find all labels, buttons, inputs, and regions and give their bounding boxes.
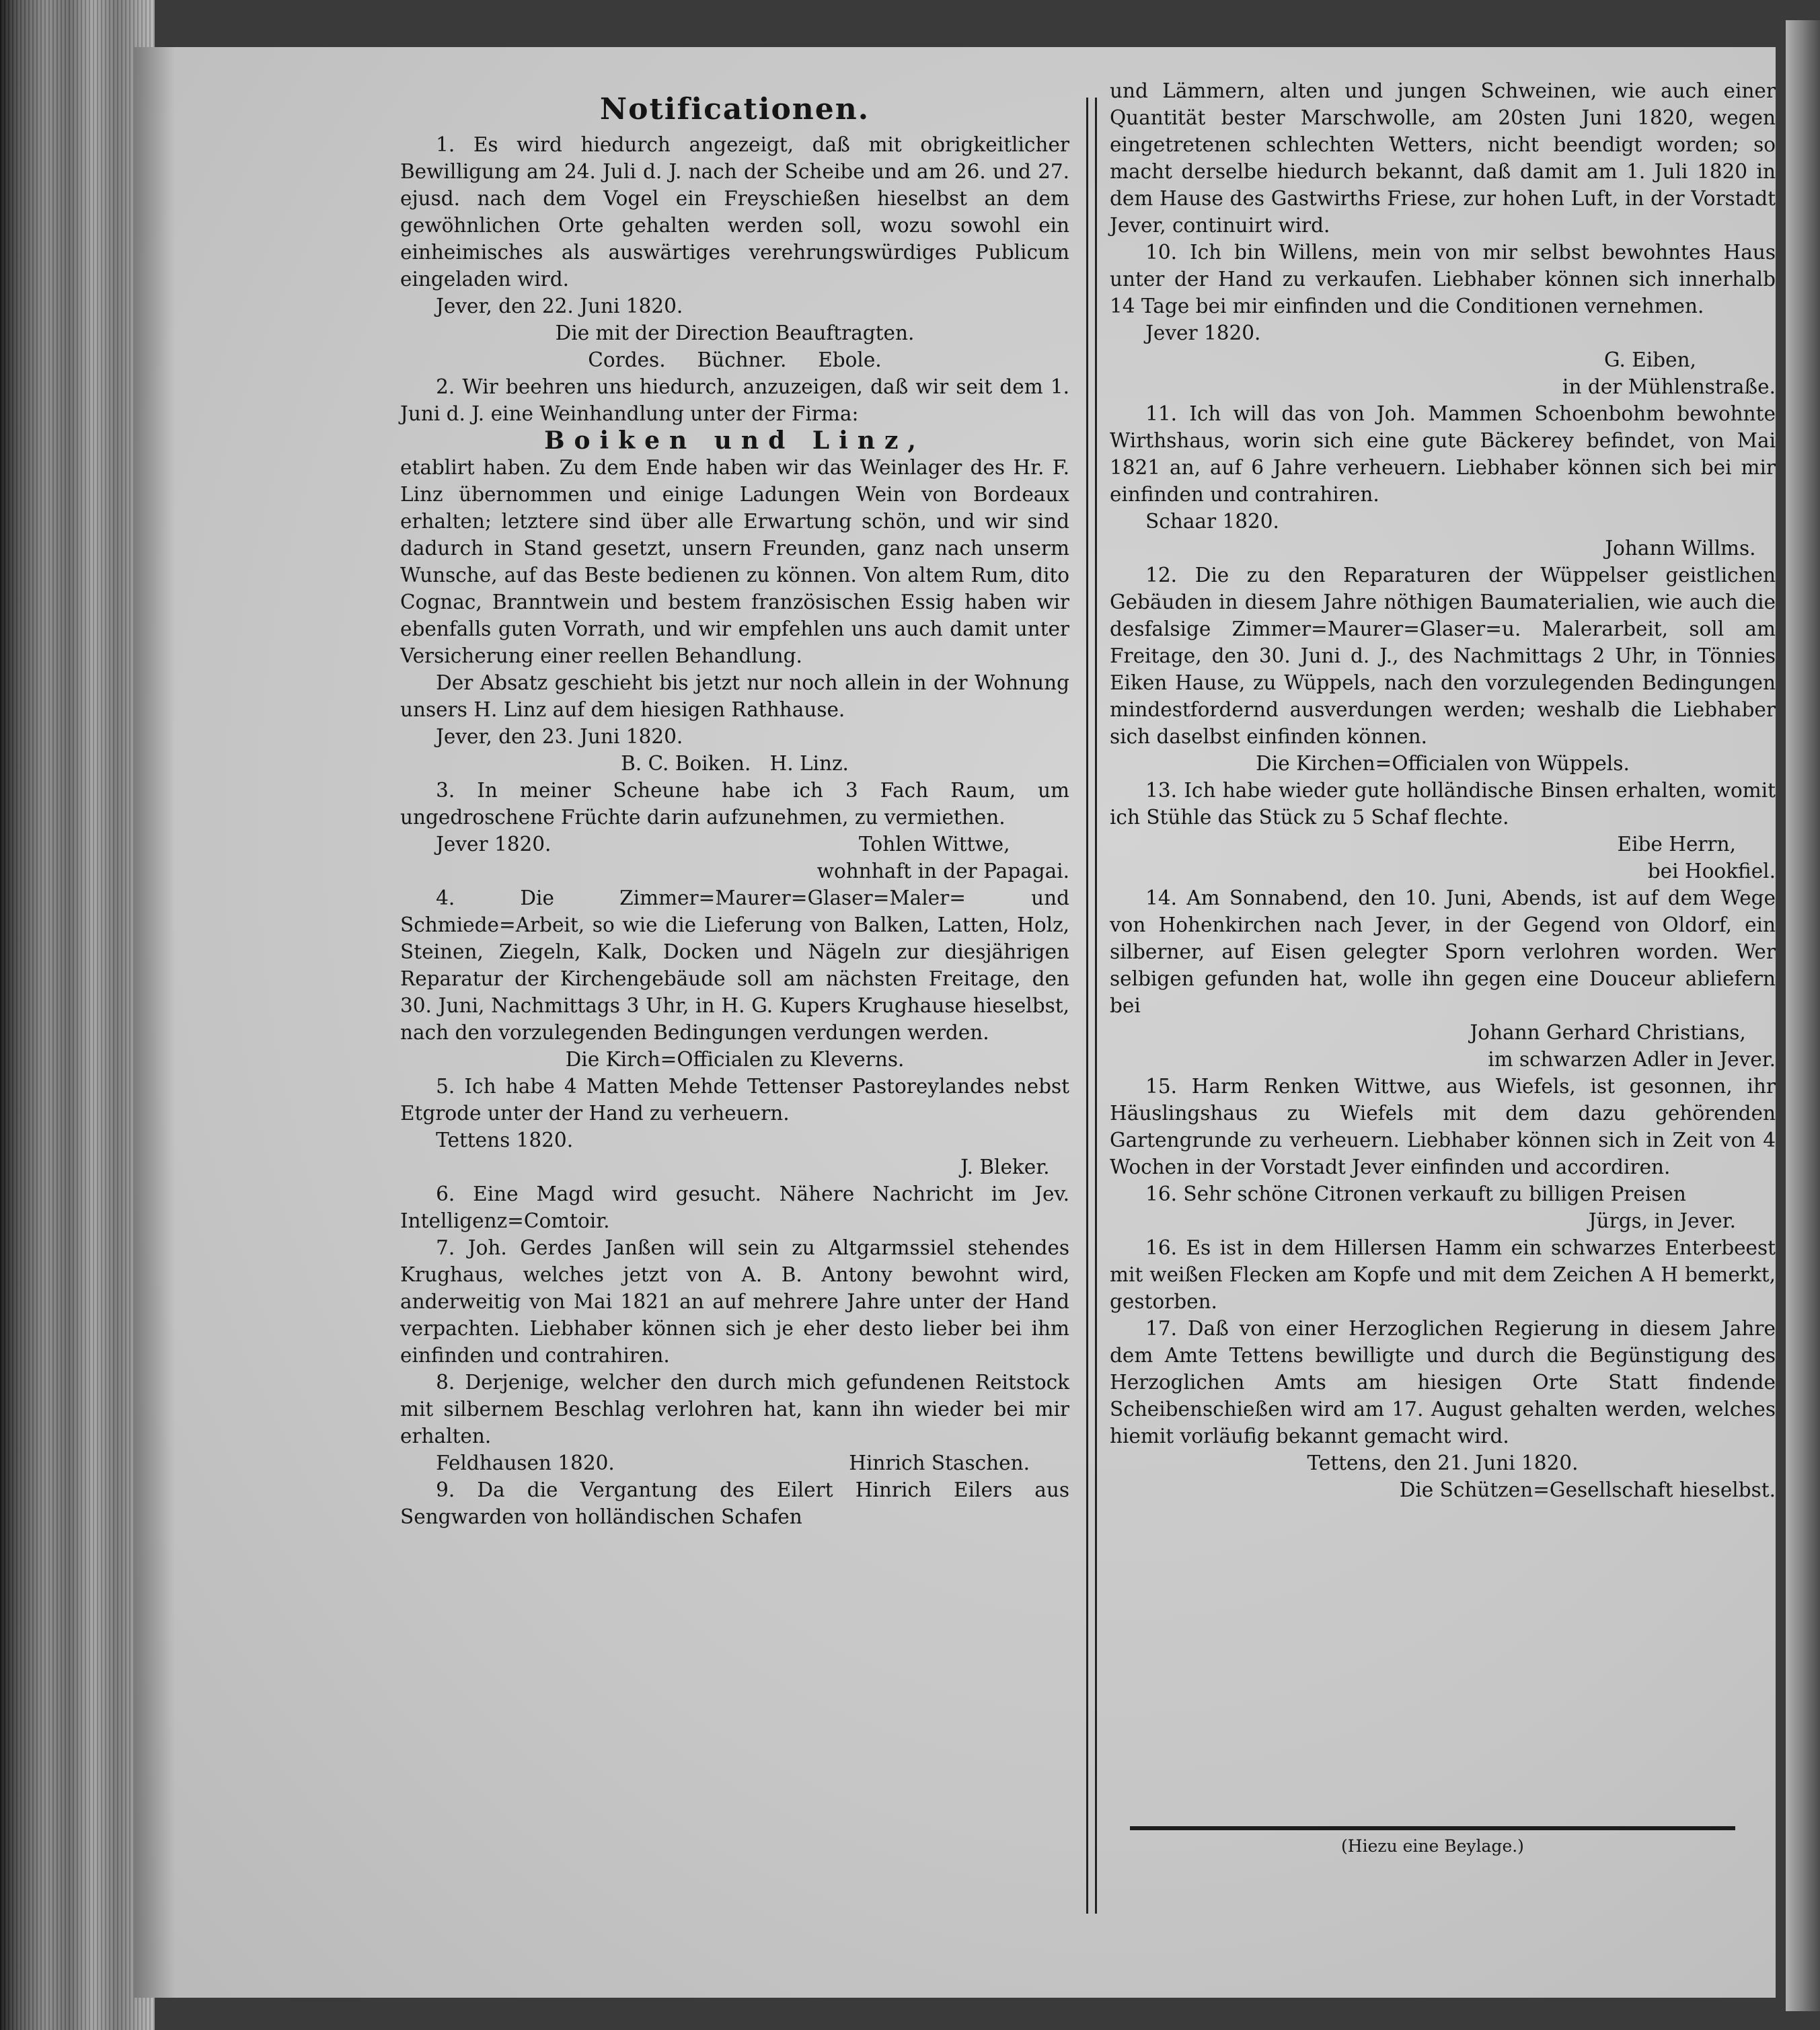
notice-13-address: bei Hookfiel. bbox=[1647, 860, 1776, 882]
notice-16a: 16. Sehr schöne Citronen verkauft zu billigen Preisen bbox=[1145, 1182, 1686, 1205]
notice-2-signature: B. C. Boiken. H. Linz. bbox=[621, 752, 849, 775]
notice-8-sigrow bbox=[400, 1450, 1069, 1476]
page-heading: Notificationen. bbox=[599, 92, 870, 126]
notice-14: 14. Am Sonnabend, den 10. Juni, Abends, ist auf dem Wege von Hohenkirchen nach Jever, in der Gegend von Oldorf, ein silberner, auf Eisen gelegter Sporn verlohren worden. Wer selbigen gefunden hat, wolle ihn gegen eine Douceur abliefern bei bbox=[1110, 887, 1776, 1017]
notice-2: 2. Wir beehren uns hiedurch, anzuzeigen, daß wir seit dem 1. Juni d. J. eine Weinhandlung unter der Firma: bbox=[400, 375, 1069, 425]
notice-4-signature: Die Kirch=Officialen zu Kleverns. bbox=[565, 1048, 905, 1071]
notice-10: 10. Ich bin Willens, mein von mir selbst bewohntes Haus unter der Hand zu verkaufen. Liebhaber können sich innerhalb 14 Tage bei mir einfinden und die Conditionen vernehmen. bbox=[1110, 241, 1776, 317]
notice-1-signatories: Cordes. Büchner. Ebole. bbox=[588, 348, 882, 371]
notice-11: 11. Ich will das von Joh. Mammen Schoenbohm bewohnte Wirthshaus, worin sich eine gute Bäckerey befindet, von Mai 1821 an, auf 6 Jahre verheuern. Liebhaber können sich bei mir einfinden und contrahiren. bbox=[1110, 402, 1776, 506]
notice-2-body2: Der Absatz geschieht bis jetzt nur noch allein in der Wohnung unsers H. Linz auf dem hiesigen Rathhause. bbox=[400, 671, 1069, 721]
notice-3-signature: Tohlen Wittwe, bbox=[859, 833, 1010, 856]
notice-16a-signature: Jürgs, in Jever. bbox=[1588, 1209, 1736, 1232]
notice-3: 3. In meiner Scheune habe ich 3 Fach Raum, um ungedroschene Früchte darin aufzunehmen, zu vermiethen. bbox=[400, 779, 1069, 829]
notice-3-address: wohnhaft in der Papagai. bbox=[817, 860, 1069, 882]
right-column bbox=[1110, 77, 1776, 1503]
notice-17: 17. Daß von einer Herzoglichen Regierung in diesem Jahre dem Amte Tettens bewilligte und durch die Begünstigung des Herzoglichen Amts am hiesigen Orte Statt findende Scheibenschießen wird am 17. August gehalten werden, welches hiemit vorläufig bekannt gemacht wird. bbox=[1110, 1317, 1776, 1448]
notice-7: 7. Joh. Gerdes Janßen will sein zu Altgarmssiel stehendes Krughaus, welches jetzt von A. B. Antony bewohnt wird, anderweitig von Mai 1821 an auf mehrere Jahre unter der Hand verpachten. Liebhaber können sich je eher desto lieber bei ihm einfinden und contrahiren. bbox=[400, 1236, 1069, 1367]
firm-name: Boiken und Linz, bbox=[544, 426, 925, 455]
notice-13-signature: Eibe Herrn, bbox=[1617, 833, 1736, 856]
notice-5-date: Tettens 1820. bbox=[436, 1129, 574, 1152]
notice-14-signature: Johann Gerhard Christians, bbox=[1470, 1021, 1746, 1044]
gutter-shadow bbox=[135, 47, 175, 1998]
notice-12-signature: Die Kirchen=Officialen von Wüppels. bbox=[1256, 752, 1630, 775]
notice-13: 13. Ich habe wieder gute holländische Binsen erhalten, womit ich Stühle das Stück zu 5 Schaf flechte. bbox=[1110, 779, 1776, 829]
notice-1-date: Jever, den 22. Juni 1820. bbox=[436, 295, 683, 317]
bottom-rule bbox=[1130, 1826, 1735, 1830]
notice-3-sigrow bbox=[400, 831, 1069, 858]
notice-14-address: im schwarzen Adler in Jever. bbox=[1488, 1048, 1776, 1071]
notice-1-signature: Die mit der Direction Beauftragten. bbox=[555, 322, 915, 344]
notice-9-continued: und Lämmern, alten und jungen Schweinen, wie auch einer Quantität bester Marschwolle, am 20sten Juni 1820, wegen eingetretenen schlechten Wetters, nicht beendigt worden; so macht derselbe hiedurch bekannt, daß damit am 1. Juli 1820 in dem Hause des Gastwirths Friese, zur hohen Luft, in der Vorstadt Jever, continuirt wird. bbox=[1110, 79, 1776, 237]
notice-1: 1. Es wird hiedurch angezeigt, daß mit obrigkeitlicher Bewilligung am 24. Juli d. J. nach der Scheibe und am 26. und 27. ejusd. nach dem Vogel ein Freyschießen hieselbst an dem gewöhnlichen Orte gehalten werden soll, wozu sowohl ein einheimisches als auswärtiges verehrungswürdiges Publicum eingeladen wird. bbox=[400, 133, 1069, 291]
notice-2-body: etablirt haben. Zu dem Ende haben wir das Weinlager des Hr. F. Linz übernommen und einige Ladungen Wein von Bordeaux erhalten; letztere sind über alle Erwartung schön, und wir sind dadurch in Stand gesetzt, unsern Freunden, ganz nach unserm Wunsche, auf das Beste bedienen zu können. Von altem Rum, dito Cognac, Branntwein und bestem französischen Essig haben wir ebenfalls guten Vorrath, und wir empfehlen uns auch damit unter Versicherung einer reellen Behandlung. bbox=[400, 456, 1069, 667]
notice-9: 9. Da die Vergantung des Eilert Hinrich Eilers aus Sengwarden von holländischen Schafen bbox=[400, 1478, 1069, 1528]
notice-5: 5. Ich habe 4 Matten Mehde Tettenser Pastoreylandes nebst Etgrode unter der Hand zu verheuern. bbox=[400, 1075, 1069, 1125]
notice-11-signature: Johann Willms. bbox=[1605, 537, 1756, 560]
page-edge-stack bbox=[0, 0, 155, 2030]
notice-3-date: Jever 1820. bbox=[436, 833, 552, 856]
notice-12: 12. Die zu den Reparaturen der Wüppelser geistlichen Gebäuden in diesem Jahre nöthigen Baumaterialien, wie auch die desfalsige Zimmer=Maurer=Glaser=u. Malerarbeit, soll am Freitage, den 30. Juni d. J., des Nachmittags 2 Uhr, in Tönnies Eiken Hause, zu Wüppels, nach den vorzulegenden Bedingungen mindestfordernd ausverdungen werden; weshalb die Liebhaber sich daselbst einfinden können. bbox=[1110, 564, 1776, 748]
notice-6: 6. Eine Magd wird gesucht. Nähere Nachricht im Jev. Intelligenz=Comtoir. bbox=[400, 1182, 1069, 1232]
notice-10-date: Jever 1820. bbox=[1145, 322, 1261, 344]
notice-8-date: Feldhausen 1820. bbox=[436, 1452, 615, 1474]
notice-5-signature: J. Bleker. bbox=[960, 1156, 1050, 1178]
next-page-edge bbox=[1786, 20, 1820, 2011]
notice-4: 4. Die Zimmer=Maurer=Glaser=Maler= und Schmiede=Arbeit, so wie die Lieferung von Balken, Latten, Holz, Steinen, Ziegeln, Kalk, Docken und Nägeln zur diesjährigen Reparatur der Kirchengebäude soll am nächsten Freitage, den 30. Juni, Nachmittags 3 Uhr, in H. G. Kupers Krughause hieselbst, nach den vorzulegenden Bedingungen verdungen werden. bbox=[400, 887, 1069, 1044]
page-edge-lines bbox=[0, 0, 155, 2030]
notice-16b: 16. Es ist in dem Hillersen Hamm ein schwarzes Enterbeest mit weißen Flecken am Kopfe und mit dem Zeichen A H bemerkt, gestorben. bbox=[1110, 1236, 1776, 1313]
notice-2-date: Jever, den 23. Juni 1820. bbox=[436, 725, 683, 748]
left-column bbox=[400, 91, 1069, 1530]
supplement-note: (Hiezu eine Beylage.) bbox=[1341, 1836, 1524, 1856]
notice-15: 15. Harm Renken Wittwe, aus Wiefels, ist gesonnen, ihr Häuslingshaus zu Wiefels mit dem dazu gehörenden Gartengrunde zu verheuern. Liebhaber können sich in Zeit von 4 Wochen in der Vorstadt Jever einfinden und accordiren. bbox=[1110, 1075, 1776, 1178]
notice-17-signature: Die Schützen=Gesellschaft hieselbst. bbox=[1399, 1478, 1776, 1501]
notice-10-signature: G. Eiben, bbox=[1604, 348, 1696, 371]
notice-8: 8. Derjenige, welcher den durch mich gefundenen Reitstock mit silbernem Beschlag verlohren hat, kann ihn wieder bei mir erhalten. bbox=[400, 1371, 1069, 1448]
column-divider bbox=[1086, 98, 1097, 1914]
notice-17-date: Tettens, den 21. Juni 1820. bbox=[1307, 1452, 1579, 1474]
notice-10-address: in der Mühlenstraße. bbox=[1562, 375, 1776, 398]
notice-11-date: Schaar 1820. bbox=[1145, 510, 1279, 533]
notice-8-signature: Hinrich Staschen. bbox=[849, 1452, 1030, 1474]
